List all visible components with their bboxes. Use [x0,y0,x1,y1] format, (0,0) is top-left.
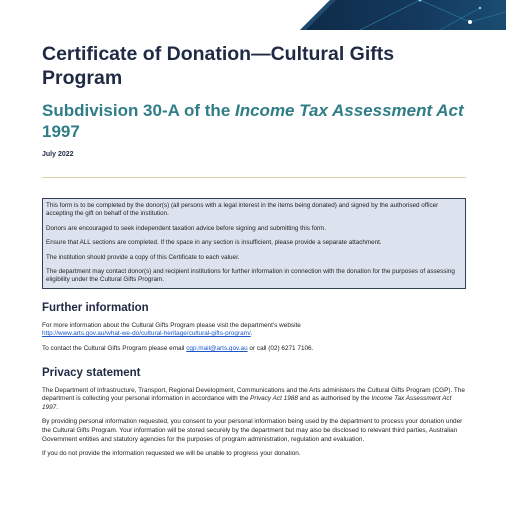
privacy-act-name: Privacy Act 1988 [250,395,298,403]
further-info-text: For more information about the Cultural Gifts Program please visit the department’s website [42,321,301,329]
cgp-website-link[interactable]: http://www.arts.gov.au/what-we-do/cultural-heritage/cultural-gifts-program/ [42,330,251,338]
cgp-email-link[interactable]: cgp.mail@arts.gov.au [186,345,248,353]
further-information-heading: Further information [42,301,149,314]
privacy-paragraph [42,387,466,413]
subtitle-year: 1997 [42,122,80,141]
notice-paragraph: The institution should provide a copy of this Certificate to each valuer. [46,253,240,261]
divider [42,177,466,178]
notice-paragraph: Ensure that ALL sections are completed. If the space in any section is insufficient, please provide a separate attachment. [46,239,382,247]
privacy-text: and as authorised by the [297,395,372,403]
privacy-text: . [56,403,58,411]
header-banner [0,0,506,30]
banner-graphic [0,0,506,30]
contact-text: To contact the Cultural Gifts Program please email [42,345,187,353]
notice-paragraph: Donors are encouraged to seek independent taxation advice before signing and submitting this form. [46,224,327,232]
privacy-paragraph: If you do not provide the information requested we will be unable to progress your donation. [42,450,301,458]
privacy-statement-heading: Privacy statement [42,366,141,379]
contact-paragraph [42,345,466,354]
instructions-box [42,198,466,289]
notice-paragraph: The department may contact donor(s) and recipient institutions for further information in connection with the donation for the purposes of assessing eligibility under the Cultural Gifts Program. [46,268,455,284]
document-subtitle [42,100,466,142]
document-title: Certificate of Donation—Cultural Gifts Program [42,43,395,89]
notice-paragraph: This form is to be completed by the donor(s) (all persons with a legal interest in the items being donated) and signed by the authorised officer accepting the gift on behalf of the institution. [46,202,439,218]
further-info-paragraph [42,322,466,339]
privacy-text: The Department of Infrastructure, Transport, Regional Development, Communications and the Arts administers the Cultural Gifts Program (CGP). The department is collecting your personal information in accordance with the [42,386,465,403]
document-date: July 2022 [42,151,74,158]
subtitle-act: Income Tax Assessment Act [235,101,464,120]
contact-phone: or call (02) 6271 7106. [247,345,314,353]
privacy-paragraph: By providing personal information requested, you consent to your personal information being used by the department to process your donation under the Cultural Gifts Program. Your information will be stored securely by the department but may also be disclosed to relevant third parties, Australian Government entities and statutory agencies for the purposes of program administration, regulation and evaluation. [42,418,463,443]
tax-act-name: Income Tax Assessment Act 1997 [42,395,452,411]
further-info-end: . [250,330,253,338]
document-body [42,42,466,459]
subtitle-pre: Subdivision 30-A of the [42,101,235,120]
